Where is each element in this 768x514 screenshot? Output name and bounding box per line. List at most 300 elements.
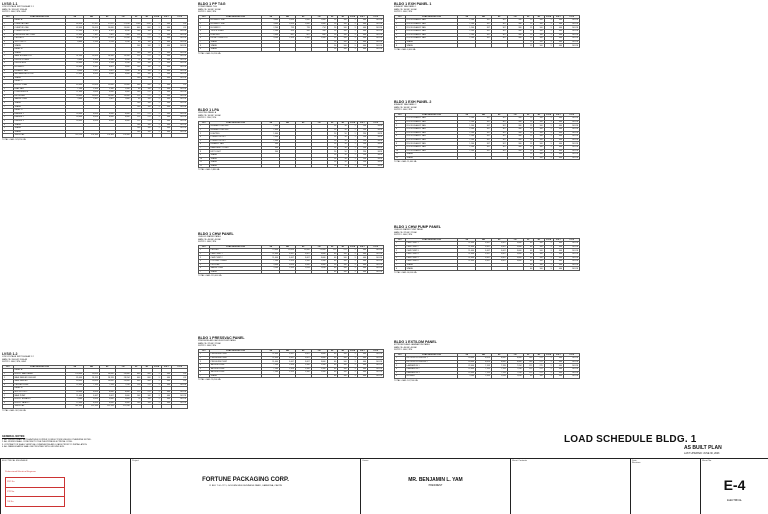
table-cell: 460 xyxy=(161,394,172,398)
table-cell: 1,100 xyxy=(458,33,476,37)
table-cell: 1,000 xyxy=(295,22,311,26)
panel-line1: EXHAUST FAN PANEL 1 xyxy=(394,6,417,9)
table-cell: 1 xyxy=(348,150,357,154)
panel-schedule xyxy=(198,336,384,382)
table-cell: 460 xyxy=(357,356,368,360)
table-cell: 3 xyxy=(152,87,161,91)
table-cell: MCCB xyxy=(172,51,188,55)
table-cell: 1,100 xyxy=(458,128,476,132)
table-cell: MCB xyxy=(368,150,384,154)
table-cell: 100 xyxy=(534,37,545,41)
table-cell xyxy=(476,156,492,160)
table-cell: 28,333 xyxy=(84,376,100,380)
panel-line3: SUPPLY: 460V, 3PH xyxy=(394,109,413,112)
table-cell: 100 xyxy=(338,374,349,378)
table-cell: 3 xyxy=(348,37,357,41)
column-header: LOAD DESCRIPTION xyxy=(13,15,66,19)
table-cell: 30 xyxy=(327,37,338,41)
table-cell: 366 xyxy=(507,142,523,146)
table-cell xyxy=(476,267,492,271)
table-cell: 7 xyxy=(395,138,406,142)
table-cell: 366 xyxy=(507,120,523,124)
table-cell: SPARE xyxy=(405,40,458,44)
table-cell: 15 xyxy=(523,128,534,132)
table-cell: 460 xyxy=(161,37,172,41)
table-cell: 3 xyxy=(544,249,553,253)
table-cell: 367 xyxy=(491,26,507,30)
column-header: CA xyxy=(507,353,523,357)
table-cell: 31,500 xyxy=(66,55,84,59)
table-cell: 460 xyxy=(161,376,172,380)
table-cell: 3,666 xyxy=(507,249,523,253)
table-cell: 1,100 xyxy=(458,124,476,128)
table-cell: 40 xyxy=(327,270,338,274)
column-header: AT xyxy=(131,365,142,369)
column-header: LOAD DESCRIPTION xyxy=(405,238,458,242)
table-cell: 1,833 xyxy=(491,375,507,379)
table-cell: 15 xyxy=(523,44,534,48)
table-cell: MCCB xyxy=(368,33,384,37)
table-cell: 3 xyxy=(152,40,161,44)
table-cell: 50,000 xyxy=(115,372,131,376)
table-cell: 3,666 xyxy=(311,360,327,364)
table-cell: 230 xyxy=(357,146,368,150)
title-block xyxy=(0,458,768,514)
table-cell: 4,000 xyxy=(115,401,131,405)
table-cell: 8,800 xyxy=(66,40,84,44)
table-cell: FROM CONVEYOR xyxy=(209,37,262,41)
table-cell: 1 xyxy=(348,136,357,140)
table-cell: 8 xyxy=(3,76,14,80)
table-cell: 18,000 xyxy=(66,116,84,120)
table-cell: 11,000 xyxy=(262,353,280,357)
panel-line1: POWER PANEL T&G xyxy=(198,6,218,9)
table-cell: 20 xyxy=(327,44,338,48)
table-cell: 100 xyxy=(534,146,545,150)
table-cell: 3 xyxy=(544,149,553,153)
panel-line1: EXHAUST FAN PANEL 2 xyxy=(394,104,417,107)
table-cell: MCCB xyxy=(564,146,580,150)
table-cell: 460 xyxy=(553,245,564,249)
column-header: CKT xyxy=(199,349,210,353)
table-cell: 40 xyxy=(131,98,142,102)
table-cell: 60 xyxy=(327,353,338,357)
panel-line2: MAIN CB: 100 AT, 100 AF xyxy=(198,8,221,11)
table-cell: 460 xyxy=(357,252,368,256)
table-cell: 14,000 xyxy=(66,66,84,70)
table-cell: 10,500 xyxy=(115,55,131,59)
table-cell: 20 xyxy=(327,22,338,26)
table-cell: 460 xyxy=(161,73,172,77)
table-cell: 366 xyxy=(507,135,523,139)
table-cell: 100 xyxy=(142,66,153,70)
table-cell: 2 xyxy=(3,55,14,59)
table-cell: 100 xyxy=(534,124,545,128)
table-cell: 3 xyxy=(152,401,161,405)
table-cell: 460 xyxy=(553,357,564,361)
table-cell: 100 xyxy=(534,249,545,253)
table-cell: 3 xyxy=(544,375,553,379)
table-cell: 1,500 xyxy=(295,37,311,41)
table-cell: MAIN FEEDER CHILLER xyxy=(13,376,66,380)
table-cell: 15 xyxy=(523,40,534,44)
table-cell: 20 xyxy=(327,48,338,52)
as-built-date: LAST UPDATED: JUNE 30, 2023 xyxy=(684,452,720,455)
table-cell: CLIENT-B LOAD xyxy=(13,26,66,30)
table-cell: 4,167 xyxy=(84,30,100,34)
table-cell: 15 xyxy=(523,149,534,153)
table-cell: 100 xyxy=(338,252,349,256)
table-cell: 3,000 xyxy=(311,263,327,267)
panel-schedule xyxy=(394,225,580,275)
table-cell: 7,333 xyxy=(99,383,115,387)
table-cell: 60,000 xyxy=(66,380,84,384)
table-cell: 366 xyxy=(507,149,523,153)
table-cell: 11,000 xyxy=(66,394,84,398)
table-cell: 11,000 xyxy=(458,253,476,257)
table-cell: 6,000 xyxy=(99,112,115,116)
table-cell: EXTRUSION CHILLER 2 xyxy=(405,360,458,364)
table-cell: 3 xyxy=(544,120,553,124)
table-cell: MCCB xyxy=(368,270,384,274)
table-row xyxy=(395,44,580,48)
table-cell: 1,100 xyxy=(458,146,476,150)
table-cell xyxy=(491,156,507,160)
table-cell: 2 xyxy=(3,394,14,398)
table-cell: 7,333 xyxy=(491,364,507,368)
table-cell: 100 xyxy=(142,69,153,73)
table-cell: 230 xyxy=(357,128,368,132)
table-cell: 40 xyxy=(327,364,338,368)
column-header: CKT xyxy=(395,238,406,242)
column-header: CKT xyxy=(395,15,406,19)
table-cell: 4,500 xyxy=(262,37,280,41)
table-cell: LSI xyxy=(172,22,188,26)
table-cell: 25,000 xyxy=(295,249,311,253)
table-cell: 225 xyxy=(327,249,338,253)
table-cell: 2,500 xyxy=(280,260,296,264)
table-cell: 1,833 xyxy=(476,375,492,379)
table-cell: 7,333 xyxy=(476,371,492,375)
column-header: TYPE xyxy=(172,365,188,369)
panel-schedule xyxy=(198,2,384,55)
table-cell: 460 xyxy=(161,123,172,127)
column-header: AF xyxy=(338,15,349,19)
column-header: VA xyxy=(458,15,476,19)
table-cell: 100 xyxy=(338,360,349,364)
column-header: TYPE xyxy=(564,353,580,357)
table-cell: 50 xyxy=(338,164,349,168)
column-header: AT xyxy=(523,238,534,242)
table-cell: 367 xyxy=(476,37,492,41)
table-cell: 2,500 xyxy=(311,364,327,368)
table-row xyxy=(395,156,580,160)
table-cell: MCCB xyxy=(368,374,384,378)
column-header: VOLT xyxy=(553,113,564,117)
table-cell: 100 xyxy=(131,130,142,134)
table-cell: 3 xyxy=(348,371,357,375)
panel-total: TOTAL LOAD: 66,000 VA xyxy=(394,272,417,275)
column-header: VA xyxy=(66,15,84,19)
table-cell: ROOF EXHAUST FAN xyxy=(405,138,458,142)
table-cell: 122,333 xyxy=(99,405,115,409)
table-cell: 10,500 xyxy=(99,55,115,59)
table-cell: 460 xyxy=(161,40,172,44)
table-cell: 2 xyxy=(395,22,406,26)
owner-title: PRESIDENT xyxy=(428,484,443,487)
table-cell: 225 xyxy=(142,94,153,98)
table-cell: 1,000 xyxy=(280,19,296,23)
table-cell: LSI xyxy=(172,83,188,87)
table-cell: 6 xyxy=(3,130,14,134)
table-cell: 460 xyxy=(553,267,564,271)
table-cell: 20 xyxy=(327,146,338,150)
panel-line2: MAIN CB: 400 AT, 400 AF xyxy=(198,238,221,241)
table-cell: 6 xyxy=(199,37,210,41)
table-cell xyxy=(262,164,280,168)
table-cell: 100 xyxy=(338,356,349,360)
table-cell: 667 xyxy=(280,33,296,37)
table-cell: 20 xyxy=(327,26,338,30)
table-cell: 100 xyxy=(534,40,545,44)
table-cell: 225 xyxy=(142,33,153,37)
table-cell: MCCB xyxy=(368,256,384,260)
table-cell: 5,500 xyxy=(458,375,476,379)
table-cell: 3,667 xyxy=(491,245,507,249)
table-cell: 366 xyxy=(507,128,523,132)
table-cell: 460 xyxy=(161,44,172,48)
table-cell: 3,667 xyxy=(476,249,492,253)
table-cell: 60 xyxy=(327,356,338,360)
table-cell: BLDG 1 EXHAUST xyxy=(13,398,66,402)
table-cell: 3 xyxy=(544,364,553,368)
table-cell: 225 xyxy=(142,383,153,387)
table-cell: 8 xyxy=(395,44,406,48)
table-cell: 460 xyxy=(553,33,564,37)
table-cell: MCCB xyxy=(564,142,580,146)
column-header: AT xyxy=(523,113,534,117)
table-cell: 460 xyxy=(161,94,172,98)
column-header: VA xyxy=(262,245,280,249)
table-cell: 2 xyxy=(199,356,210,360)
table-cell xyxy=(311,48,327,52)
table-cell: 6,000 xyxy=(507,360,523,364)
table-cell: 225 xyxy=(534,364,545,368)
table-cell xyxy=(131,405,142,409)
table-cell: 1 xyxy=(3,372,14,376)
table-cell: 3 xyxy=(152,127,161,131)
table-cell: 1200 xyxy=(131,22,142,26)
column-header: LOAD DESCRIPTION xyxy=(405,113,458,117)
column-header: AB xyxy=(476,113,492,117)
table-cell: MCCB xyxy=(172,105,188,109)
table-cell: 6 xyxy=(3,40,14,44)
panel-line3: SUPPLY: 460V, 3PH, 60HZ xyxy=(2,11,27,14)
table-cell: 4,166 xyxy=(115,30,131,34)
table-cell: MCB xyxy=(368,132,384,136)
table-cell: 3 xyxy=(544,357,553,361)
table-cell: LAMINATION 1 xyxy=(405,364,458,368)
table-cell: 20 xyxy=(327,143,338,147)
column-header: POLE xyxy=(546,238,552,241)
table-cell: 3 xyxy=(348,252,357,256)
table-cell: 12,000 xyxy=(66,73,84,77)
table-cell: 100 xyxy=(534,156,545,160)
table-cell: 27,817 xyxy=(84,22,100,26)
table-cell: MCCB xyxy=(172,127,188,131)
table-cell: 7,333 xyxy=(476,368,492,372)
table-cell: 367 xyxy=(476,142,492,146)
column-header: VA xyxy=(262,121,280,125)
table-cell: 50 xyxy=(338,136,349,140)
table-cell: 50,000 xyxy=(84,372,100,376)
table-cell: SPARE xyxy=(209,44,262,48)
table-cell: CHW PUMP 5 xyxy=(405,256,458,260)
rev-label: Revision xyxy=(632,462,641,464)
table-cell: 460 xyxy=(357,33,368,37)
table-cell: 400 xyxy=(142,380,153,384)
table-cell: 4 xyxy=(3,383,14,387)
table-cell: 3 xyxy=(544,26,553,30)
table-cell: 1,867 xyxy=(99,98,115,102)
table-cell: 100 xyxy=(142,130,153,134)
table-cell: 500 xyxy=(280,30,296,34)
table-cell: 230 xyxy=(357,154,368,158)
table-cell: LIGHTING xyxy=(209,33,262,37)
column-header: CA xyxy=(311,349,327,353)
table-cell: 60 xyxy=(131,40,142,44)
table-cell: 3 xyxy=(544,117,553,121)
table-cell: MCCB xyxy=(172,398,188,402)
table-cell: 7,333 xyxy=(491,371,507,375)
table-cell: 460 xyxy=(553,242,564,246)
table-cell: MCCB xyxy=(564,364,580,368)
table-cell: 10,000 xyxy=(99,94,115,98)
column-header: CKT xyxy=(199,15,210,19)
table-cell: 666 xyxy=(311,33,327,37)
table-cell: 100 xyxy=(338,367,349,371)
table-cell: SPARE xyxy=(405,153,458,157)
table-cell: MCCB xyxy=(172,383,188,387)
table-cell: 125 xyxy=(131,116,142,120)
table-cell: 7,500 xyxy=(66,87,84,91)
table-cell: 100 xyxy=(534,30,545,34)
table-cell: 50 xyxy=(338,125,349,129)
table-cell: 3 xyxy=(544,124,553,128)
column-header: AF xyxy=(534,113,545,117)
table-cell: 60 xyxy=(131,69,142,73)
table-cell: 100 xyxy=(338,40,349,44)
table-cell: MCCB xyxy=(172,116,188,120)
table-cell: 122,334 xyxy=(115,405,131,409)
table-cell: MAIN PUMP xyxy=(13,394,66,398)
owner-label: Owner xyxy=(362,460,369,462)
table-cell: 1200 xyxy=(142,22,153,26)
table-cell: PANEL C xyxy=(13,80,66,84)
table-cell: MCCB xyxy=(368,356,384,360)
table-cell: 100 xyxy=(131,62,142,66)
table-cell: 3 xyxy=(544,256,553,260)
table-cell: 1 xyxy=(3,390,14,394)
table-cell: MCCB xyxy=(172,58,188,62)
table-cell: SPARE xyxy=(13,123,66,127)
table-cell: 460 xyxy=(553,44,564,48)
table-cell: 27,816 xyxy=(115,22,131,26)
table-cell: 100 xyxy=(338,270,349,274)
table-cell: 230 xyxy=(357,139,368,143)
table-cell: 50 xyxy=(338,128,349,132)
table-cell: 2 xyxy=(199,22,210,26)
table-cell: 460 xyxy=(357,263,368,267)
table-cell: 100 xyxy=(534,245,545,249)
table-cell: MCCB xyxy=(368,19,384,23)
table-cell: ROOF EXHAUST FAN xyxy=(405,19,458,23)
column-header: VOLT xyxy=(553,15,564,19)
table-cell: 18,000 xyxy=(66,119,84,123)
table-cell: SPARE xyxy=(209,48,262,52)
table-cell: MCCB xyxy=(172,123,188,127)
table-cell: MCB xyxy=(368,157,384,161)
table-cell: 460 xyxy=(161,83,172,87)
table-cell: 6,000 xyxy=(507,357,523,361)
column-header: BC xyxy=(99,365,115,369)
table-cell: WATER PUMP xyxy=(209,267,262,271)
table-cell: 3,667 xyxy=(280,360,296,364)
table-cell: HIGHBAY LIGHTING xyxy=(209,128,262,132)
table-cell xyxy=(152,134,161,138)
panel-total: TOTAL LOAD: 107,500 VA xyxy=(394,379,418,382)
table-cell: 500 xyxy=(295,30,311,34)
table-cell: 3,667 xyxy=(491,256,507,260)
table-cell: 460 xyxy=(553,117,564,121)
table-cell: MCCB xyxy=(564,128,580,132)
table-cell: 1,500 xyxy=(280,37,296,41)
table-cell: 100 xyxy=(142,40,153,44)
table-cell: 225 xyxy=(534,357,545,361)
table-cell: MCCB xyxy=(564,249,580,253)
table-cell: 460 xyxy=(553,135,564,139)
table-cell: SPARE xyxy=(405,267,458,271)
table-cell: 3 xyxy=(152,130,161,134)
table-cell: LSI xyxy=(172,26,188,30)
table-cell: 3 xyxy=(3,398,14,402)
column-header: CKT xyxy=(395,113,406,117)
table-cell: 230 xyxy=(357,132,368,136)
table-cell: 3 xyxy=(152,91,161,95)
table-cell xyxy=(172,405,188,409)
table-cell: 3,666 xyxy=(311,252,327,256)
table-cell: 2 xyxy=(3,116,14,120)
table-cell: 6 xyxy=(395,260,406,264)
table-cell: MCCB xyxy=(564,120,580,124)
column-header: VOLT xyxy=(357,121,368,125)
column-header: VOLT xyxy=(553,238,564,242)
table-cell: 100 xyxy=(131,66,142,70)
table-cell: 3 xyxy=(152,83,161,87)
table-cell: 20 xyxy=(327,19,338,23)
tin-label: TIN No. xyxy=(6,497,54,507)
table-cell: 15 xyxy=(523,26,534,30)
table-cell: SPARE xyxy=(13,76,66,80)
table-cell: 6,000 xyxy=(84,116,100,120)
table-cell: 3 xyxy=(152,58,161,62)
table-cell: 3 xyxy=(152,94,161,98)
table-cell: POWER OUTLET xyxy=(209,136,262,140)
table-cell: 7,334 xyxy=(507,371,523,375)
table-cell: 2,500 xyxy=(295,367,311,371)
table-cell: 100 xyxy=(142,398,153,402)
table-cell: 100 xyxy=(534,153,545,157)
